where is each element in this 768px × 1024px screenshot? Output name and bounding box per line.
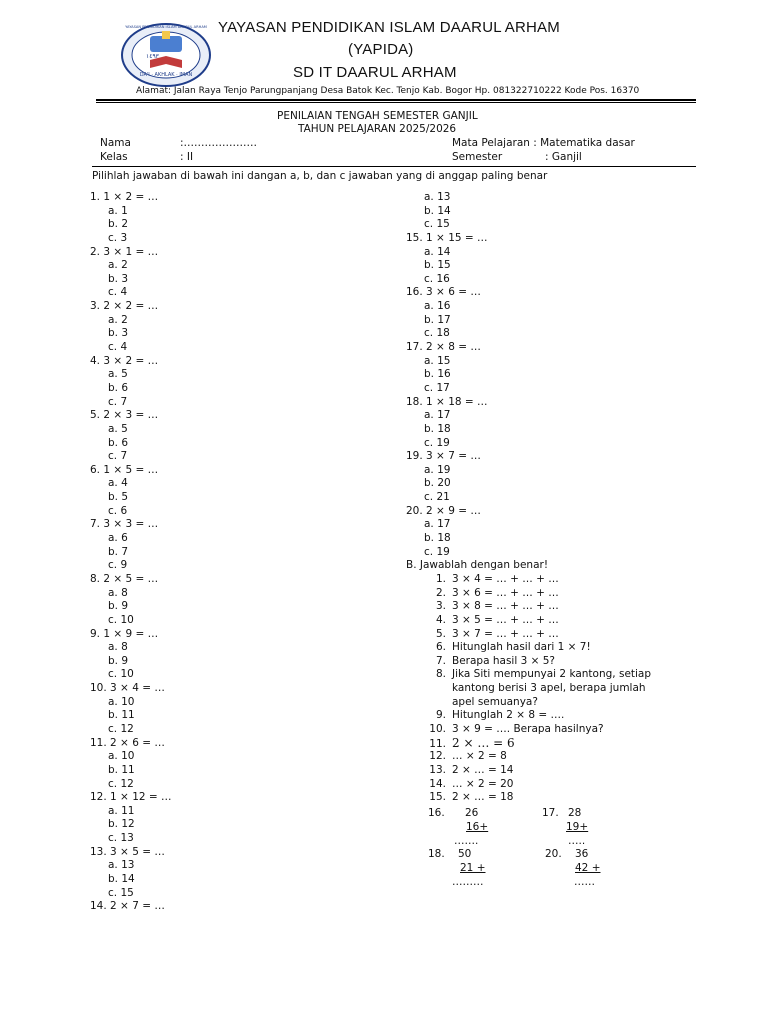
option-line: a. 19 (424, 463, 451, 476)
sum-q17-num: 17. (542, 807, 559, 819)
sum-q16-num: 16. (428, 807, 445, 819)
exam-year: TAHUN PELAJARAN 2025/2026 (298, 123, 457, 135)
essay-item: 1. 3 × 4 = … + … + … (435, 572, 559, 585)
sum-q18-num: 18. (428, 848, 445, 860)
option-line: b. 5 (108, 491, 129, 504)
question-line: 9. 1 × 9 = … (90, 627, 159, 640)
sum-q20-bottom: 42 + (575, 862, 601, 874)
option-line: c. 9 (108, 559, 128, 572)
option-line: c. 16 (424, 272, 450, 285)
option-line: c. 17 (424, 381, 450, 394)
question-line: 17. 2 × 8 = … (406, 341, 481, 354)
option-line: b. 18 (424, 422, 451, 435)
sum-q18-top: 50 (458, 848, 472, 860)
option-line: a. 14 (424, 245, 451, 258)
option-line: a. 17 (424, 409, 451, 422)
option-line: c. 18 (424, 327, 450, 340)
essay-item: 10. 3 × 9 = …. Berapa hasilnya? (429, 722, 604, 735)
question-line: 10. 3 × 4 = … (90, 682, 165, 695)
semester-value: : Ganjil (545, 151, 582, 163)
option-line: b. 15 (424, 259, 451, 272)
option-line: a. 13 (108, 859, 135, 872)
option-line: c. 7 (108, 450, 128, 463)
option-line: c. 4 (108, 286, 128, 299)
option-line: b. 11 (108, 763, 135, 776)
sum-q17-answer: ….. (568, 835, 586, 847)
question-line: 4. 3 × 2 = … (90, 354, 159, 367)
option-line: c. 12 (108, 722, 134, 735)
option-line: c. 4 (108, 341, 128, 354)
option-line: c. 7 (108, 395, 128, 408)
option-line: b. 3 (108, 327, 129, 340)
essay-item: 9. Hitunglah 2 × 8 = …. (435, 709, 565, 722)
option-line: c. 12 (108, 777, 134, 790)
essay-item: 8. Jika Siti mempunyai 2 kantong, setiap (435, 668, 652, 681)
question-line: 8. 2 × 5 = … (90, 572, 159, 585)
question-line: 12. 1 × 12 = … (90, 791, 172, 804)
question-line: 1. 1 × 2 = … (90, 191, 159, 203)
option-line: a. 17 (424, 518, 451, 531)
mapel-label: Mata Pelajaran : Matematika dasar (452, 137, 635, 149)
sum-q17-top: 28 (568, 807, 582, 819)
sum-q20-answer: …… (574, 876, 595, 888)
instruction: Pilihlah jawaban di bawah ini dangan a, b, dan c jawaban yang di anggap paling benar (92, 170, 548, 182)
question-line: 13. 3 × 5 = … (90, 845, 165, 858)
school-name: SD IT DAARUL ARHAM (293, 64, 457, 81)
question-line: 2. 3 × 1 = … (90, 245, 159, 258)
exam-title: PENILAIAN TENGAH SEMESTER GANJIL (277, 110, 478, 122)
sum-q18-answer: ……… (452, 876, 484, 888)
semester-label: Semester (452, 151, 503, 163)
option-line: c. 19 (424, 436, 450, 449)
option-line: a. 5 (108, 422, 128, 435)
question-line: 16. 3 × 6 = … (406, 286, 481, 299)
option-line: a. 6 (108, 532, 128, 545)
essay-item: 6. Hitunglah hasil dari 1 × 7! (435, 641, 591, 654)
option-line: b. 18 (424, 532, 451, 545)
essay-item: 7. Berapa hasil 3 × 5? (435, 654, 555, 667)
option-line: b. 14 (424, 204, 451, 217)
essay-item-continuation: kantong berisi 3 apel, berapa jumlah (452, 682, 646, 695)
option-line: b. 17 (424, 313, 451, 326)
foundation-name: YAYASAN PENDIDIKAN ISLAM DAARUL ARHAM (218, 19, 560, 36)
option-line: b. 7 (108, 545, 129, 558)
question-line: 20. 2 × 9 = … (406, 504, 481, 517)
option-line: a. 1 (108, 204, 128, 217)
option-line: c. 10 (108, 668, 134, 681)
essay-item: 5. 3 × 7 = … + … + … (435, 627, 559, 640)
question-line: 14. 2 × 7 = … (90, 900, 165, 913)
option-line: c. 21 (424, 491, 450, 504)
sum-q20-num: 20. (545, 848, 562, 860)
sum-q17-bottom: 19+ (566, 821, 589, 833)
option-line: a. 4 (108, 477, 128, 490)
option-line: c. 13 (108, 832, 134, 845)
option-line: b. 6 (108, 381, 129, 394)
essay-item: 14. … × 2 = 20 (429, 777, 514, 790)
option-line: a. 16 (424, 300, 451, 313)
question-line: 5. 2 × 3 = … (90, 409, 159, 422)
essay-item: 4. 3 × 5 = … + … + … (435, 613, 559, 626)
option-line: a. 2 (108, 259, 128, 272)
header-rule-thin (96, 102, 696, 103)
school-address: Alamat: Jalan Raya Tenjo Parungpanjang Desa Batok Kec. Tenjo Kab. Bogor Hp. 081322710222 Kode Pos. 16370 (136, 86, 640, 96)
sum-q16-top: 26 (465, 807, 479, 819)
question-line: 18. 1 × 18 = … (406, 395, 488, 408)
sum-q16-answer: ……. (454, 835, 479, 847)
essay-item: 2. 3 × 6 = … + … + … (435, 586, 559, 599)
option-line: b. 3 (108, 272, 129, 285)
option-line: b. 11 (108, 709, 135, 722)
option-line: a. 2 (108, 313, 128, 326)
essay-item: 12. … × 2 = 8 (429, 750, 507, 763)
option-line: b. 6 (108, 436, 129, 449)
option-line: a. 10 (108, 695, 135, 708)
option-line: c. 10 (108, 613, 134, 626)
header-rule-thick (96, 99, 696, 101)
essay-item: 15. 2 × … = 18 (429, 791, 514, 804)
question-line: 3. 2 × 2 = … (90, 300, 159, 313)
question-line: 15. 1 × 15 = … (406, 231, 488, 244)
essay-item: 3. 3 × 8 = … + … + … (435, 600, 559, 613)
sum-q18-bottom: 21 + (460, 862, 486, 874)
nama-label: Nama (100, 137, 131, 149)
option-line: c. 3 (108, 231, 128, 244)
kelas-label: Kelas (100, 151, 128, 163)
section-b-title: B. Jawablah dengan benar! (406, 559, 549, 572)
essay-item: 11. 2 × … = 6 (429, 735, 515, 750)
school-logo (120, 22, 212, 88)
sum-q16-bottom: 16+ (466, 821, 489, 833)
question-line: 6. 1 × 5 = … (90, 463, 159, 476)
option-line: a. 8 (108, 641, 128, 654)
question-line: 19. 3 × 7 = … (406, 450, 481, 463)
option-line: a. 5 (108, 368, 128, 381)
option-line: b. 9 (108, 654, 129, 667)
option-line: a. 10 (108, 750, 135, 763)
option-line: a. 8 (108, 586, 128, 599)
svg-text:DA'I · AKHLAK · IMAN: DA'I · AKHLAK · IMAN (139, 72, 193, 78)
question-line: 7. 3 × 3 = … (90, 518, 159, 531)
left-question-column (90, 191, 172, 914)
option-line: a. 15 (424, 354, 451, 367)
essay-item-continuation: apel semuanya? (452, 695, 538, 708)
sum-q20-top: 36 (575, 848, 589, 860)
option-line: b. 12 (108, 818, 135, 831)
option-line: c. 19 (424, 545, 450, 558)
nama-value: :………………… (180, 137, 258, 149)
option-line: b. 14 (108, 873, 135, 886)
right-question-column (406, 191, 651, 805)
option-line: a. 11 (108, 804, 135, 817)
svg-text:١٤٩٣: ١٤٩٣ (146, 53, 159, 60)
option-line: b. 9 (108, 600, 129, 613)
kelas-value: : II (180, 151, 194, 163)
option-line: c. 6 (108, 504, 128, 517)
question-line: 11. 2 × 6 = … (90, 736, 165, 749)
svg-text:YAYASAN PENDIDIKAN ISLAM DAARU: YAYASAN PENDIDIKAN ISLAM DAARUL ARHAM (125, 25, 207, 29)
essay-item: 13. 2 × … = 14 (429, 763, 514, 776)
option-line: b. 20 (424, 477, 451, 490)
info-rule (92, 166, 696, 167)
option-line: b. 16 (424, 368, 451, 381)
option-line: b. 2 (108, 218, 129, 231)
option-line: a. 13 (424, 191, 451, 203)
option-line: c. 15 (424, 218, 450, 231)
option-line: c. 15 (108, 886, 134, 899)
foundation-abbr: (YAPIDA) (348, 41, 414, 58)
